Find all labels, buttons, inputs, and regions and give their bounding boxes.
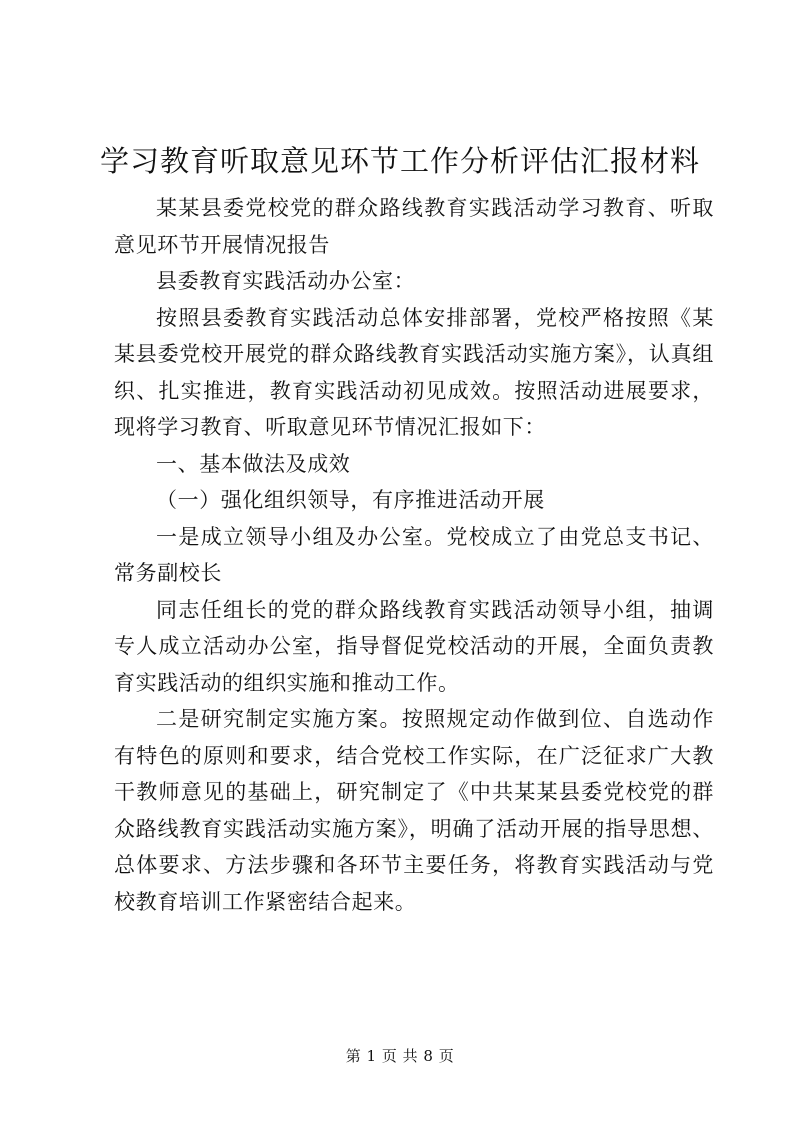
report-heading-paragraph: 某某县委党校党的群众路线教育实践活动学习教育、听取意见环节开展情况报告 [114,196,714,257]
body-paragraph-3: 二是研究制定实施方案。按照规定动作做到位、自选动作有特色的原则和要求，结合党校工作实际，在广泛征求广大教干教师意见的基础上，研究制定了《中共某某县委党校党的群众路线教育实践活动实施方案》，明确了活动开展的指导思想、总体要求、方法步骤和各环节主要任务，将教育实践活动与党校教育培训工作紧密结合起来。 [114,707,714,914]
intro-paragraph: 按照县委教育实践活动总体安排部署，党校严格按照《某某县委党校开展党的群众路线教育实践活动实施方案》，认真组织、扎实推进，教育实践活动初见成效。按照活动进展要求，现将学习教育、听取意见环节情况汇报如下： [114,305,714,439]
document-title: 学习教育听取意见环节工作分析评估汇报材料 [99,144,700,178]
page-footer: 第 1 页 共 8 页 [345,1047,455,1065]
subsection-heading: （一）强化组织领导，有序推进活动开展 [156,488,545,512]
section-heading: 一、基本做法及成效 [156,451,351,476]
body-paragraph-1: 一是成立领导小组及办公室。党校成立了由党总支书记、常务副校长 [114,524,714,585]
addressee-paragraph: 县委教育实践活动办公室： [156,269,416,293]
document-body [114,190,714,920]
body-paragraph-2: 同志任组长的党的群众路线教育实践活动领导小组，抽调专人成立活动办公室，指导督促党校活动的开展，全面负责教育实践活动的组织实施和推动工作。 [114,597,714,695]
